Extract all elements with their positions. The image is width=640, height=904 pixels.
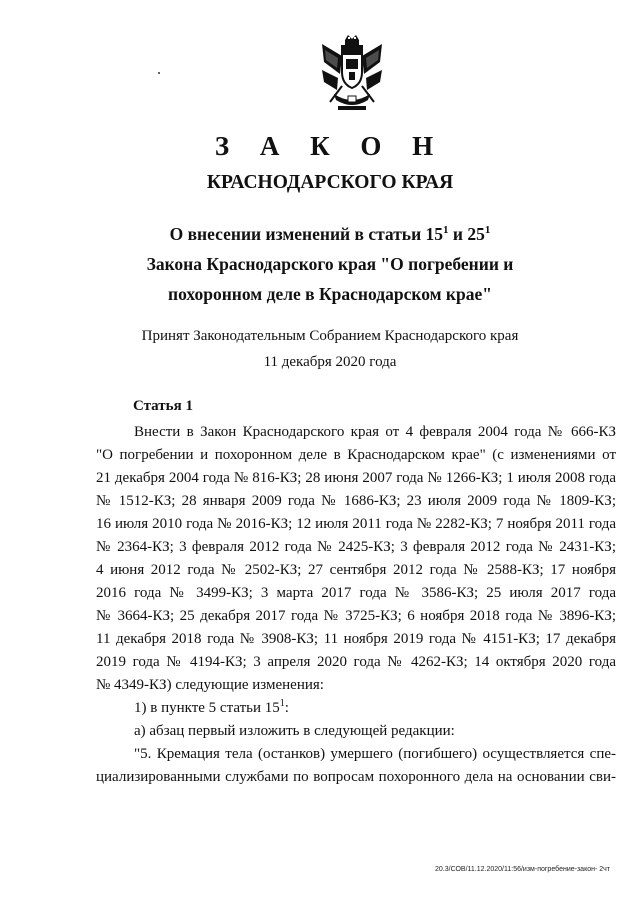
document-code: 20.3/СОВ/11.12.2020/11:56/изм-погребение-закон- 2чт xyxy=(435,866,610,873)
paragraph-line: 2016 года № 3499-КЗ; 3 марта 2017 года № 3586-КЗ; 25 июля 2017 года xyxy=(96,585,616,601)
region-title: КРАСНОДАРСКОГО КРАЯ xyxy=(206,172,454,193)
paragraph-line: № 3664-КЗ; 25 декабря 2017 года № 3725-КЗ; 6 ноября 2018 года № 3896-КЗ; xyxy=(96,608,616,624)
item-1: 1) в пункте 5 статьи $15^1$: xyxy=(134,698,289,716)
quote-line: "5. Кремация тела (останков) умершего (погибшего) осуществляется спе- xyxy=(134,746,616,762)
paragraph-line: 11 декабря 2018 года № 3908-КЗ; 11 ноября 2019 года № 4151-КЗ; 17 декабря xyxy=(96,631,616,647)
paragraph-line: 21 декабря 2004 года № 816-КЗ; 28 июня 2007 года № 1266-КЗ; 1 июля 2008 года xyxy=(96,470,616,486)
subject-line-3: похоронном деле в Краснодарском крае" xyxy=(168,284,492,304)
item-1a: а) абзац первый изложить в следующей редакции: xyxy=(134,723,455,739)
paragraph-line: 16 июля 2010 года № 2016-КЗ; 12 июля 2011 года № 2282-КЗ; 7 ноября 2011 года xyxy=(96,516,616,532)
subject-line-2: Закона Краснодарского края "О погребении и xyxy=(146,254,514,274)
law-title: З А К О Н xyxy=(214,131,446,161)
paragraph-line: № 4349-КЗ) следующие изменения: xyxy=(96,677,324,693)
adoption-line-1: Принят Законодательным Собранием Краснодарского края xyxy=(141,328,519,344)
paragraph-line: "О погребении и похоронном деле в Краснодарском крае" (с изменениями от xyxy=(96,447,616,463)
subject-line-1: О внесении изменений в статьи $15^1$ и $25^1$ xyxy=(169,224,491,244)
quote-line: циализированными службами по вопросам похоронного дела на основании сви- xyxy=(96,769,616,785)
article-heading: Статья 1 xyxy=(133,398,193,414)
paragraph-line: 4 июня 2012 года № 2502-КЗ; 27 сентября 2012 года № 2588-КЗ; 17 ноября xyxy=(96,562,616,578)
stray-mark xyxy=(158,72,160,74)
adoption-date: 11 декабря 2020 года xyxy=(263,354,397,370)
paragraph-line: № 1512-КЗ; 28 января 2009 года № 1686-КЗ; 23 июля 2009 года № 1809-КЗ; xyxy=(96,493,616,509)
paragraph-line: Внести в Закон Краснодарского края от 4 февраля 2004 года № 666-КЗ xyxy=(134,424,616,440)
paragraph-line: 2019 года № 4194-КЗ; 3 апреля 2020 года № 4262-КЗ; 14 октября 2020 года xyxy=(96,654,616,670)
krasnodar-coat-of-arms-icon xyxy=(318,34,386,112)
paragraph-line: № 2364-КЗ; 3 февраля 2012 года № 2425-КЗ; 3 февраля 2012 года № 2431-КЗ; xyxy=(96,539,616,555)
